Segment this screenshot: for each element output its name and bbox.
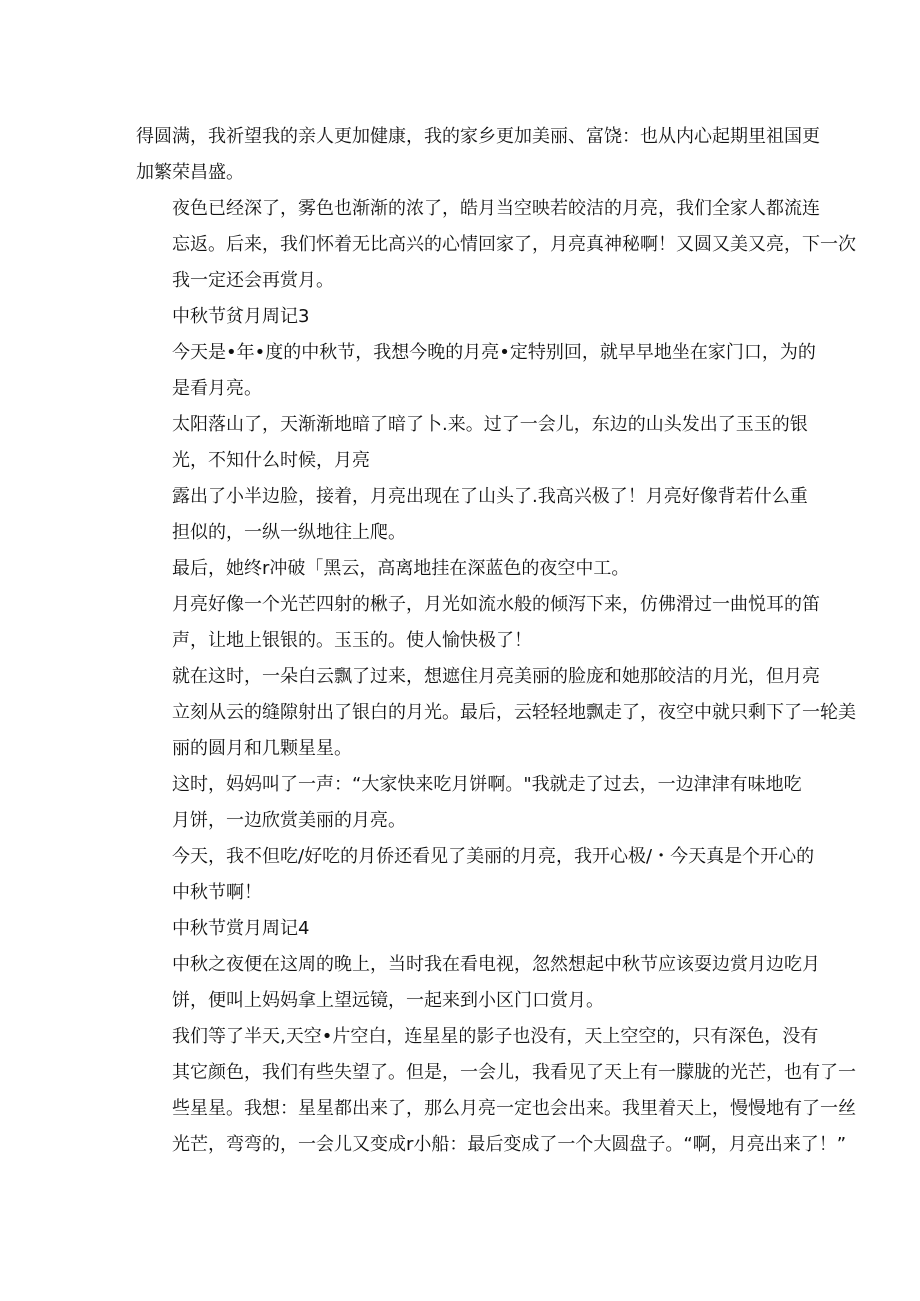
text-line: 光，不知什么时候，月亮 [172,450,370,471]
paragraph [136,587,820,659]
document-body [136,119,856,1163]
text-line: 就在这时，一朵白云飘了过来，想遮住月亮美丽的脸庞和她那皎洁的月光，但月亮 [172,666,820,687]
text-line: 光芒，弯弯的，一会儿又变成r小船：最后变成了一个大圆盘子。“啊，月亮出来了！” [172,1134,847,1155]
paragraph [136,119,820,191]
text-line: 月亮好像一个光芒四射的楸子，月光如流水般的倾泻下来，仿佛滑过一曲悦耳的笛 [172,594,820,615]
text-line: 得圆满，我祈望我的亲人更加健康，我的家乡更加美丽、富饶：也从内心起期里祖国更 [136,126,820,147]
text-line: 中秋之夜便在这周的晚上，当时我在看电视，忽然想起中秋节应该耍边赏月边吃月 [172,954,820,975]
paragraph [136,407,808,479]
text-line: 今天，我不但吃/好吃的月侨还看见了美丽的月亮，我开心极/・今天真是个开心的 [172,846,815,867]
text-line: 是看月亮。 [172,378,262,399]
paragraph [136,191,856,299]
text-line: 立刻从云的缝隙射出了银白的月光。最后，云轻轻地飘走了，夜空中就只剩下了一轮美 [172,702,856,723]
text-line: 中秋节赏月周记4 [172,918,310,939]
text-line: 中秋节啊！ [172,882,262,903]
section-heading [136,911,786,947]
text-line: 饼，便叫上妈妈拿上望远镜，一起来到小区门口赏月。 [172,990,604,1011]
section-heading [136,299,786,335]
text-line: 月饼，一边欣赏美丽的月亮。 [172,810,406,831]
paragraph [136,1019,856,1163]
text-line: 夜色已经深了，雾色也渐渐的浓了，皓月当空映若皎洁的月亮，我们全家人都流连 [172,198,820,219]
paragraph [136,335,816,407]
text-line: 声，让地上银银的。玉玉的。使人愉快极了！ [172,630,532,651]
paragraph [136,947,820,1019]
text-line: 中秋节贫月周记3 [172,306,310,327]
paragraph [136,479,808,551]
text-line: 这时，妈妈叫了一声：“大家快来吃月饼啊。"我就走了过去，一边津津有味地吃 [172,774,802,795]
paragraph [136,659,856,767]
text-line: 最后，她终r冲破「黑云，高离地挂在深蓝色的夜空中工。 [172,558,630,579]
text-line: 担似的，一纵一纵地往上爬。 [172,522,406,543]
paragraph [136,551,786,587]
text-line: 我一定还会再赏月。 [172,270,334,291]
text-line: 我们等了半天,天空•片空白，连星星的影子也没有，天上空空的，只有深色，没有 [172,1026,819,1047]
text-line: 些星星。我想：星星都出来了，那么月亮一定也会出来。我里着天上，慢慢地有了一丝 [172,1098,856,1119]
text-line: 今天是•年•度的中秋节，我想今晚的月亮•定特别回，就早早地坐在家门口，为的 [172,342,816,363]
text-line: 忘返。后来，我们怀着无比高兴的心情回家了，月亮真神秘啊！又圆又美又亮，下一次 [172,234,856,255]
text-line: 加繁荣昌盛。 [136,162,244,183]
paragraph [136,839,815,911]
text-line: 丽的圆月和几颗星星。 [172,738,352,759]
text-line: 露出了小半边脸，接着，月亮出现在了山头了.我高兴极了！月亮好像背若什么重 [172,486,808,507]
text-line: 其它颜色，我们有些失望了。但是，一会儿，我看见了天上有一朦胧的光芒，也有了一 [172,1062,856,1083]
text-line: 太阳落山了，天渐渐地暗了暗了卜.来。过了一会儿，东边的山头发出了玉玉的银 [172,414,808,435]
paragraph [136,767,802,839]
